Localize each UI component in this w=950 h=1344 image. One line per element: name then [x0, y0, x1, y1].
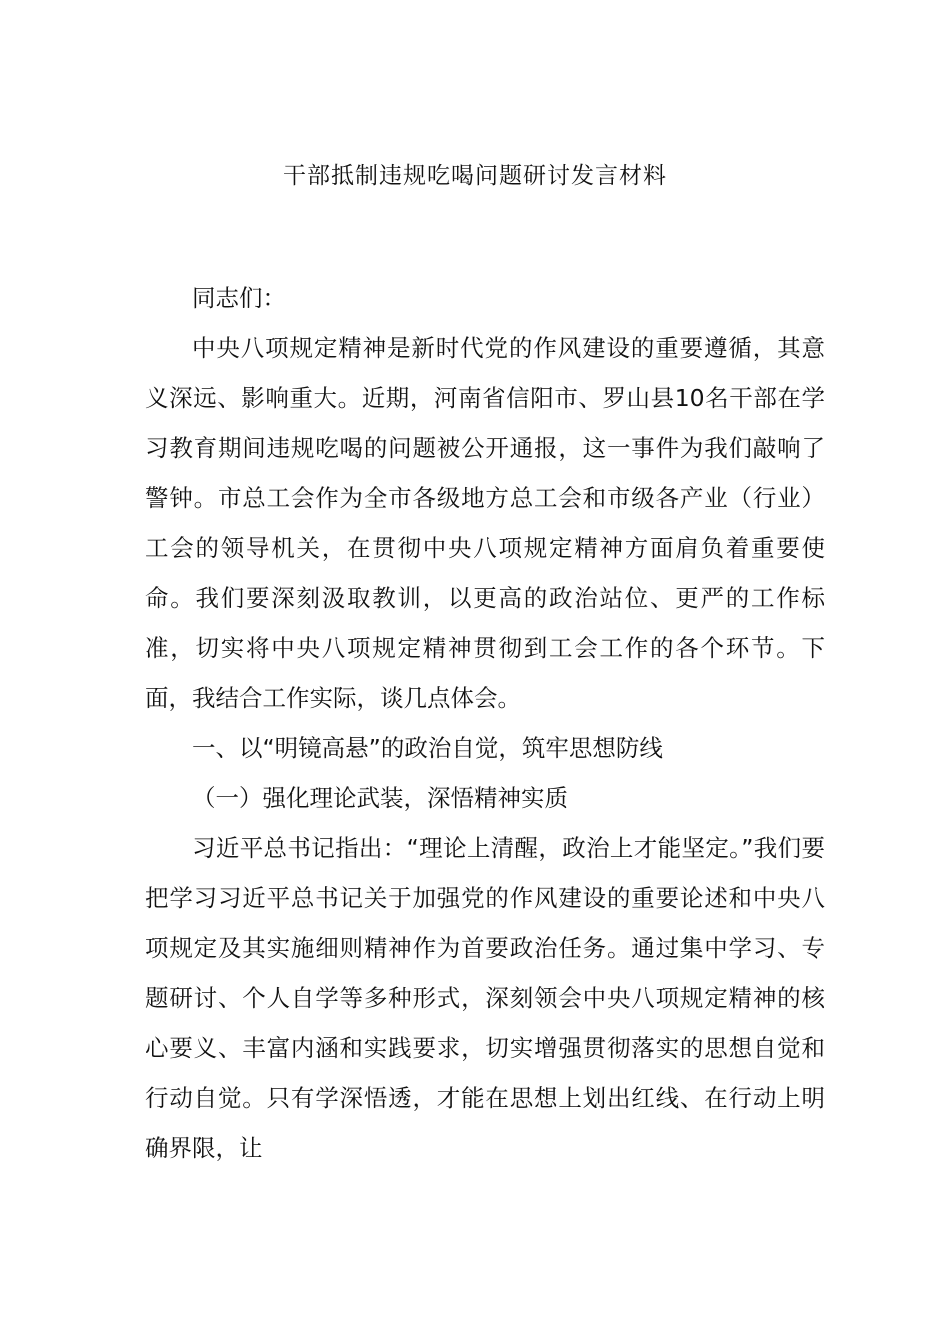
subsection-heading-1: （一）强化理论武装，深悟精神实质 [192, 784, 568, 812]
body-paragraph: 习近平总书记指出：“理论上清醒，政治上才能坚定。”我们要把学习习近平总书记关于加强党的作风建设的重要论述和中央八项规定及其实施细则精神作为首要政治任务。通过集中学习、专题研讨、个人自学等多种形式，深刻领会中央八项规定精神的核心要义、丰富内涵和实践要求，切实增强贯彻落实的思想自觉和行动自觉。只有学深悟透，才能在思想上划出红线、在行动上明确界限，让 [145, 834, 825, 1162]
intro-paragraph: 中央八项规定精神是新时代党的作风建设的重要遵循，其意义深远、影响重大。近期，河南省信阳市、罗山县10名干部在学习教育期间违规吃喝的问题被公开通报，这一事件为我们敲响了警钟。市总工会作为全市各级地方总工会和市级各产业（行业）工会的领导机关，在贯彻中央八项规定精神方面肩负着重要使命。我们要深刻汲取教训，以更高的政治站位、更严的工作标准，切实将中央八项规定精神贯彻到工会工作的各个环节。下面，我结合工作实际，谈几点体会。 [145, 334, 825, 712]
document-title: 干部抵制违规吃喝问题研讨发言材料 [283, 163, 667, 189]
section-heading-1: 一、以“明镜高悬”的政治自觉，筑牢思想防线 [192, 734, 663, 762]
document-body [145, 273, 825, 1173]
salutation-paragraph: 同志们： [192, 284, 286, 312]
